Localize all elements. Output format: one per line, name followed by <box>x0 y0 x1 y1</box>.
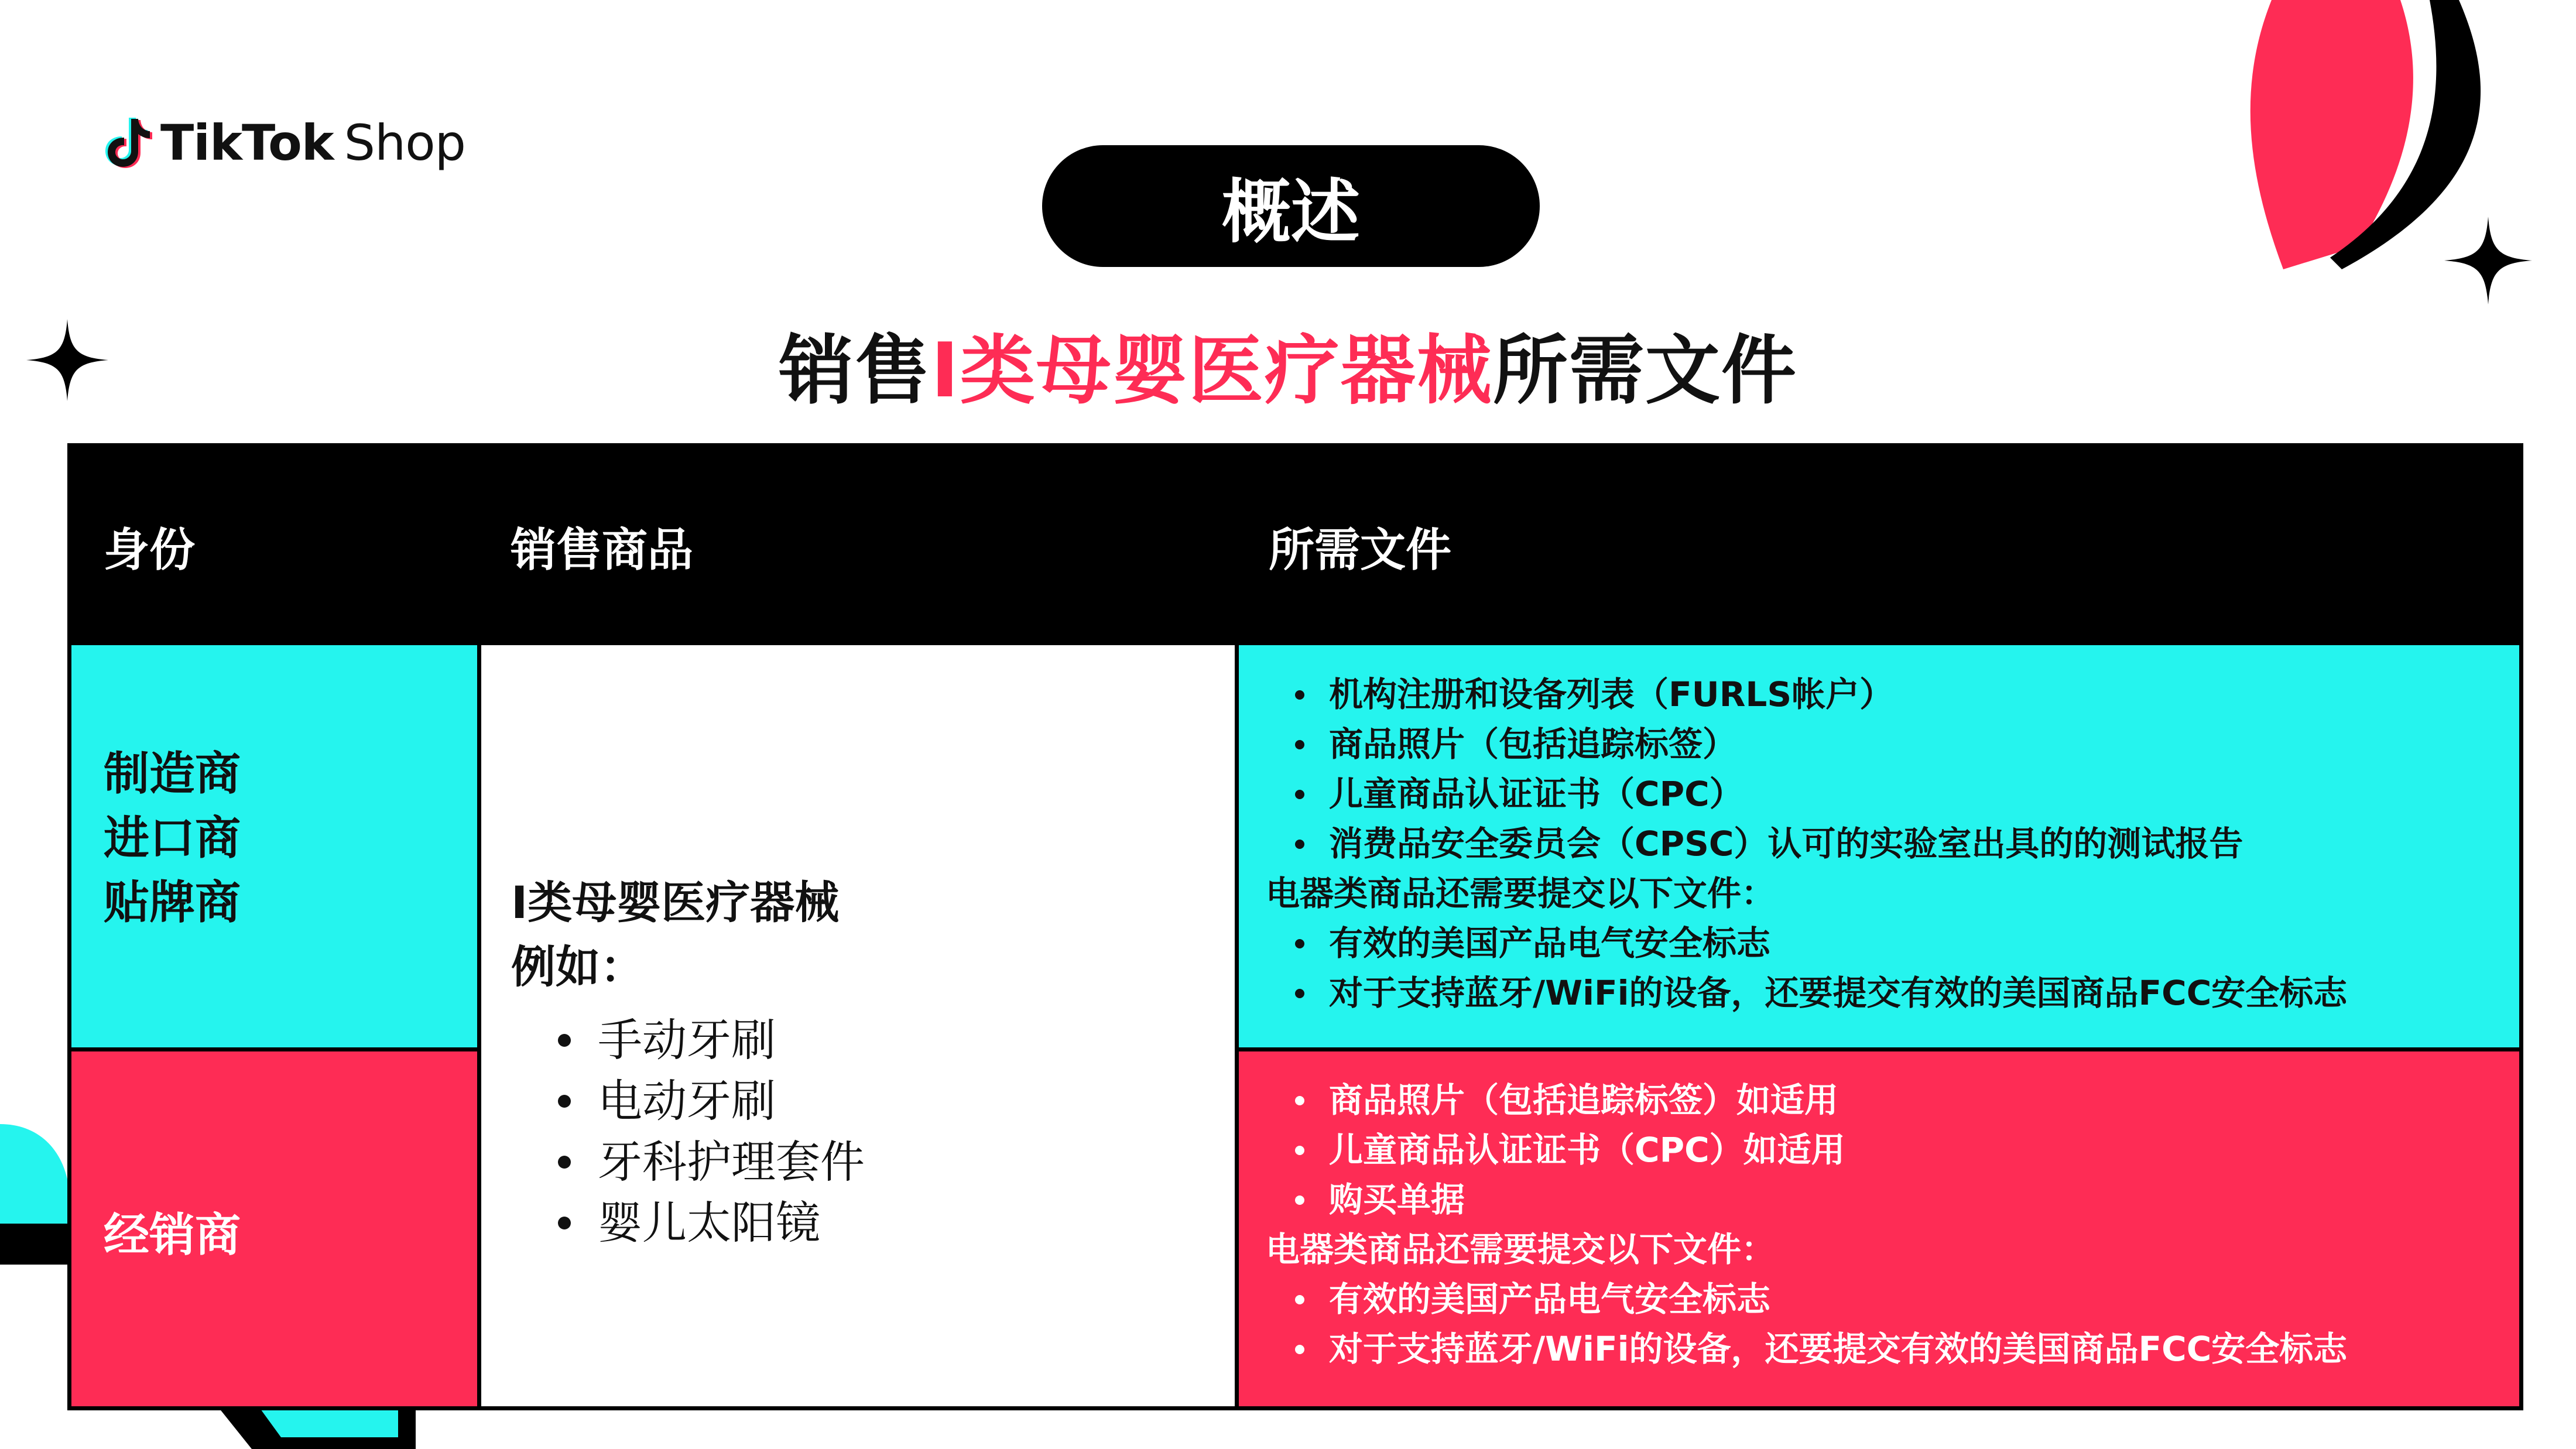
column-header-identity: 身份 <box>104 524 196 577</box>
role-manufacturer: 制造商 <box>104 748 241 800</box>
list-item: 有效的美国产品电气安全标志 <box>1266 919 2347 968</box>
docs-list-distributor <box>1266 1075 2347 1374</box>
role-importer: 进口商 <box>104 812 241 865</box>
documents-table <box>67 443 2523 1410</box>
table-divider <box>1236 1047 2519 1051</box>
logo-wordmark: TikTok Shop <box>160 114 465 172</box>
title-highlight: I类母婴医疗器械 <box>931 327 1493 415</box>
table-divider <box>1235 645 1239 1406</box>
role-list <box>104 742 241 935</box>
list-item: 机构注册和设备列表（FURLS帐户） <box>1266 670 2347 720</box>
table-divider <box>477 645 481 1406</box>
list-item: 手动牙刷 <box>558 1010 865 1071</box>
section-pill: 概述 <box>1042 145 1540 267</box>
docs-cell-manufacturer <box>1236 645 2519 1049</box>
list-item: 商品照片（包括追踪标签） <box>1266 720 2347 769</box>
list-item: 消费品安全委员会（CPSC）认可的实验室出具的的测试报告 <box>1266 819 2347 869</box>
title-prefix: 销售 <box>779 327 931 415</box>
bottom-left-swoosh-decoration <box>217 1405 427 1449</box>
list-item: 对于支持蓝牙/WiFi的设备，还要提交有效的美国商品FCC安全标志 <box>1266 1324 2347 1374</box>
products-cell <box>479 645 1236 1406</box>
product-example-label: 例如： <box>511 941 645 993</box>
list-item: 购买单据 <box>1266 1175 2347 1225</box>
product-category: I类母婴医疗器械 <box>511 876 840 929</box>
list-item: 有效的美国产品电气安全标志 <box>1266 1275 2347 1324</box>
docs-list-manufacturer <box>1266 670 2347 1018</box>
tiktok-shop-logo <box>105 114 465 172</box>
docs-cell-distributor <box>1236 1049 2519 1406</box>
list-item: 婴儿太阳镜 <box>558 1193 865 1253</box>
tiktok-note-icon <box>105 117 152 169</box>
list-item: 电动牙刷 <box>558 1071 865 1132</box>
electrical-subheading: 电器类商品还需要提交以下文件： <box>1266 1229 1776 1269</box>
page-title <box>0 310 2576 418</box>
title-suffix: 所需文件 <box>1492 327 1797 415</box>
list-item: 儿童商品认证证书（CPC） <box>1266 769 2347 819</box>
list-item: 儿童商品认证证书（CPC）如适用 <box>1266 1125 2347 1175</box>
sparkle-icon <box>2444 217 2532 304</box>
table-divider <box>71 1047 479 1051</box>
list-item: 商品照片（包括追踪标签）如适用 <box>1266 1075 2347 1125</box>
list-item: 牙科护理套件 <box>558 1132 865 1193</box>
role-cell-manufacturer <box>71 645 479 1049</box>
column-header-documents: 所需文件 <box>1269 524 1452 577</box>
product-description <box>511 871 865 1253</box>
column-header-products: 销售商品 <box>511 524 694 577</box>
role-distributor: 经销商 <box>104 1209 241 1262</box>
table-header <box>71 447 2519 645</box>
list-item: 对于支持蓝牙/WiFi的设备，还要提交有效的美国商品FCC安全标志 <box>1266 968 2347 1018</box>
product-list <box>558 1010 865 1253</box>
role-cell-distributor <box>71 1049 479 1406</box>
role-private-label: 贴牌商 <box>104 876 241 929</box>
electrical-subheading: 电器类商品还需要提交以下文件： <box>1266 873 1776 913</box>
